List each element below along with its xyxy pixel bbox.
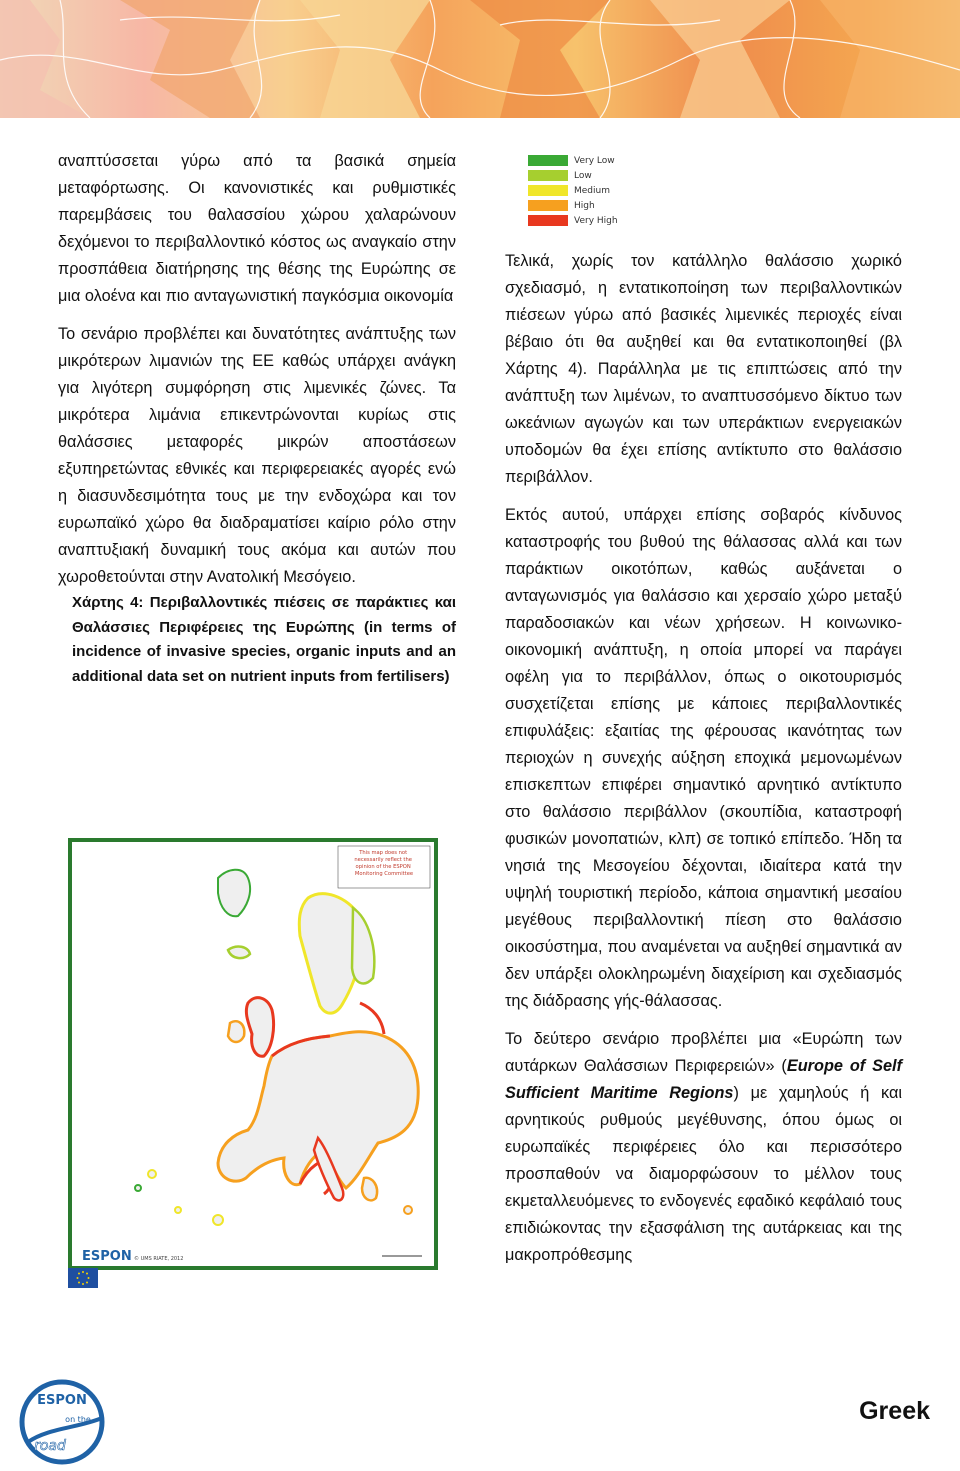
map-copyright: © UMS RIATE, 2012 (134, 1256, 184, 1262)
paragraph: Τελικά, χωρίς τον κατάλληλο θαλάσσιο χωρικό σχεδιασμό, η εντατικοποίηση των περιβαλλοντικών πιέσεων γύρω από βασικές λιμενικές περιοχές είναι βέβαιο ότι θα αυξηθεί και θα εντατικοποιηθεί (βλ Χάρτης 4). Παράλληλα με τις επιπτώσεις από την ανάπτυξη των λιμένων, το αναπτυσσόμενο δίκτυο των ωκεάνιων αγωγών και των υπεράκτιων ενεργειακών υποδομών θα έχει επίσης αντίκτυπο στο θαλάσσιο περιβάλλον. (505, 252, 902, 486)
legend-item-high (528, 198, 678, 213)
paragraph-text: Το δεύτερο σενάριο προβλέπει μια «Ευρώπη των αυτάρκων Θαλάσσιων Περιφερειών» ( (505, 1030, 902, 1075)
legend-item-very-low (528, 153, 678, 168)
legend-swatch (528, 200, 568, 211)
logo-text-middle: on the (65, 1415, 91, 1424)
legend-label: Low (574, 170, 592, 181)
europe-pressure-map (68, 838, 438, 1270)
legend-item-very-high (528, 213, 678, 228)
paragraph (505, 1026, 902, 1269)
espon-map-label: ESPON (82, 1249, 132, 1264)
svg-text:This map does not necess: This map does not necessarily reflect the opinion of the ESPON Monitoring Committee (354, 850, 414, 877)
left-column (58, 148, 456, 689)
right-column (505, 248, 902, 1269)
logo-text-bottom: road (34, 1438, 66, 1454)
paragraph: Εκτός αυτού, υπάρχει επίσης σοβαρός κίνδυνος καταστροφής του βυθού της θάλασσας αλλά και των παράκτιων οικοτόπων, καθώς αυξάνεται ο ανταγωνισμός για θαλάσσιο και χερσαίο χώρο μεταξύ παραδοσιακών και νέων χρήσεων. Η κοινωνικο-οικονομική ανάπτυξη, η οποία μπορεί να παράγει οφέλη για το περιβάλλον, όπως ο οικοτουρισμός συσχετίζεται επίσης με κάποιες περιβαλλοντικές επιφυλάξεις: εξαιτίας της φέρουσας ικανότητας των περιοχών η συνεχής αύξηση εποχικά μεμονωμένων επισκεπτων επιφέρει σημαντικό αρνητικό αντίκτυπο στο θαλάσσιο περιβάλλον (σκουπίδια, καταστροφή φυσικών μονοπατιών, κλπ) σε τοπικό επίπεδο. Ήδη τα νησιά της Μεσογείου δέχονται, ιδιαίτερα κατά την υψηλή τουριστική περίοδο, κάποια σημαντική μεσαίου μεγέθους περιβαλλοντική πίεση στο θαλάσσιο οικοσύστημα, που αναμένεται να αυξηθεί σημαντικά αν δεν υπάρξει ολοκληρωμένη διαχείριση και σχεδιασμός της διάδρασης γής-θάλασσας. (505, 506, 902, 1010)
paragraph-text: ) με χαμηλούς ή και αρνητικούς ρυθμούς μεγέθυνσης, όπου όμως οι ευρωπαϊκές περιφέρειες όλο και περισσότερο προσπαθούν να διαμορφώσουν το μέλλον τους εκμεταλλευόμενες το ενδογενές εφαδικό κεφάλαιό τους επιδιώκοντας την εξασφάλιση της αυτάρκειας και της μακροπρόθεσμης (505, 1084, 903, 1264)
legend-label: High (574, 200, 595, 211)
legend-label: Very High (574, 215, 618, 226)
map-caption: Χάρτης 4: Περιβαλλοντικές πιέσεις σε παράκτιες και Θαλάσσιες Περιφέρειες της Ευρώπης (in terms of incidence of invasive species, organic inputs and an additional data set on nutrient inputs from fertilisers) (72, 594, 456, 685)
header-map-banner (0, 0, 960, 118)
language-label: Greek (859, 1397, 930, 1425)
emphasis-text: Europe of Self Sufficient Maritime Regions (505, 1057, 902, 1102)
map-legend (528, 153, 678, 231)
map-funding-footer (68, 1268, 438, 1290)
legend-label: Very Low (574, 155, 615, 166)
legend-swatch (528, 185, 568, 196)
legend-swatch (528, 215, 568, 226)
paragraph: Το σενάριο προβλέπει και δυνατότητες ανάπτυξης των μικρότερων λιμανιών της ΕΕ καθώς υπάρχει ανάγκη για λιγότερη συμφόρηση στις λιμενικές ζώνες. Τα μικρότερα λιμάνια επικεντρώνονται κυρίως στις θαλάσσιες μεταφορές μικρών αποστάσεων εξυπηρετώντας εθνικές και περιφερειακές αγορές ενώ η διασυνδεσιμότητα τους με την ενδοχώρα και τον ευρωπαϊκό χώρο θα διαδραματίσει καίριο ρόλο στην αναπτυξιακή δυναμική τους ακόμα και αυτών που χωροθετούνται στην Ανατολική Μεσόγειο. (58, 325, 456, 586)
eu-flag-icon (68, 1268, 98, 1288)
legend-swatch (528, 155, 568, 166)
legend-item-medium (528, 183, 678, 198)
legend-label: Medium (574, 185, 610, 196)
logo-text-top: ESPON (37, 1393, 87, 1408)
legend-item-low (528, 168, 678, 183)
espon-on-the-road-logo (18, 1378, 106, 1466)
paragraph: αναπτύσσεται γύρω από τα βασικά σημεία μεταφόρτωσης. Οι κανονιστικές και ρυθμιστικές παρεμβάσεις του θαλασσίου χώρου χαλαρώνουν δεχόμενοι το περιβαλλοντικό κόστος ως αναγκαίο στην προσπάθεια διατήρησης της θέσης της Ευρώπης σε μια ολοένα και πιο ανταγωνιστική παγκόσμια οικονομία (58, 152, 456, 305)
legend-swatch (528, 170, 568, 181)
